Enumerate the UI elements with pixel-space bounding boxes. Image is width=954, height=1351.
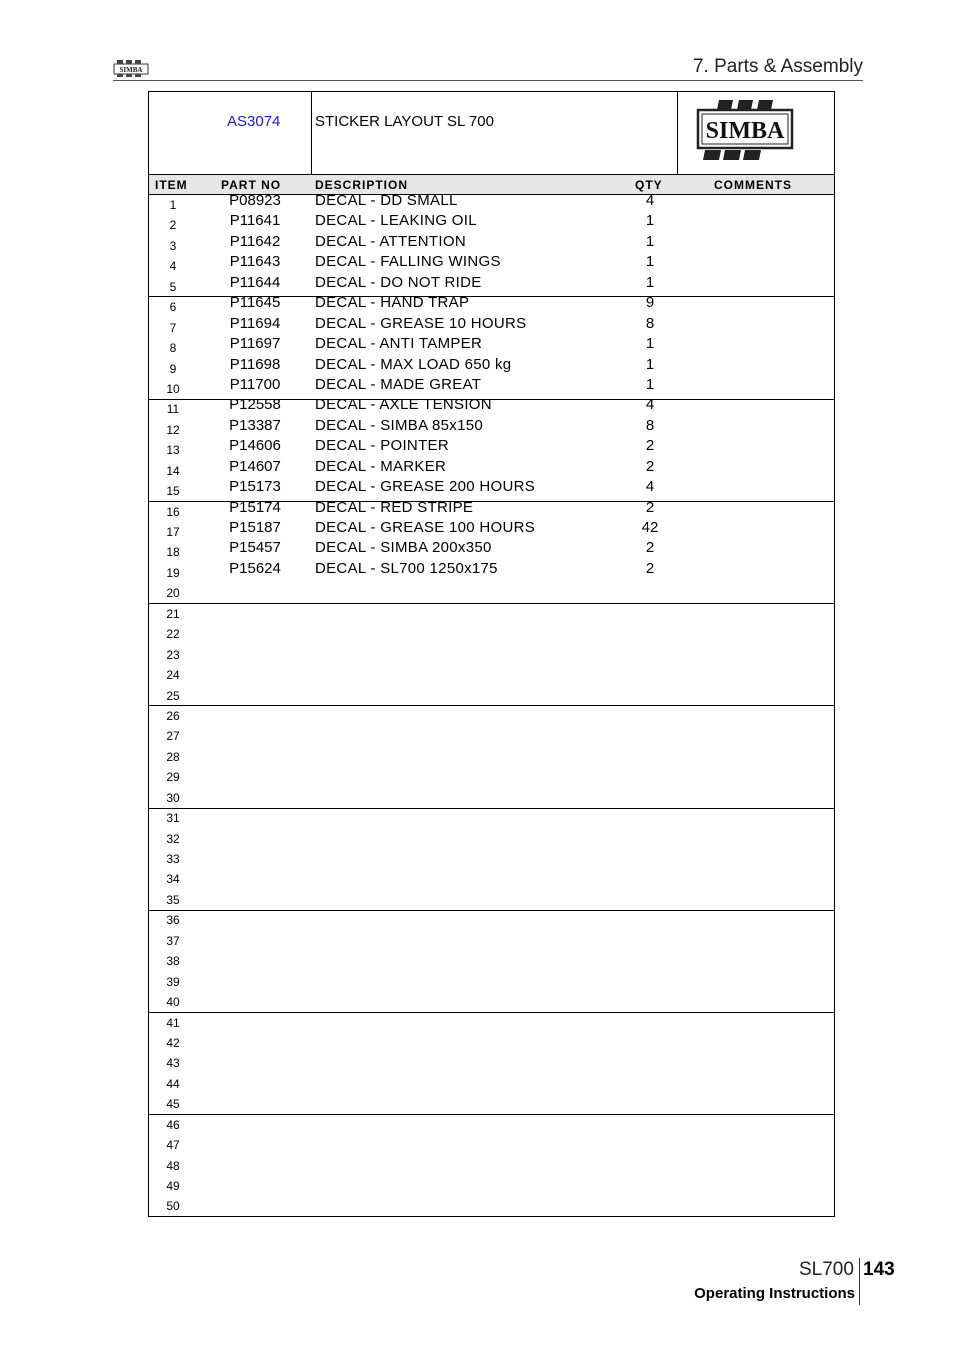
part-description: DECAL - RED STRIPE	[315, 498, 474, 516]
table-row	[149, 457, 834, 480]
table-row	[149, 337, 834, 357]
item-number: 27	[166, 729, 180, 744]
item-number: 21	[166, 606, 180, 621]
parts-sheet	[148, 91, 835, 1217]
item-number: 12	[166, 422, 180, 437]
part-number[interactable]: P11644	[229, 273, 281, 291]
part-description: DECAL - POINTER	[315, 437, 449, 455]
page-number: 143	[863, 1259, 895, 1280]
item-number: 6	[169, 300, 177, 315]
part-description: DECAL - GREASE 200 HOURS	[315, 478, 536, 496]
table-row	[149, 521, 834, 541]
table-row	[149, 194, 834, 214]
item-number: 31	[166, 811, 180, 826]
table-row	[149, 1073, 834, 1093]
assembly-part-number[interactable]: AS3074	[227, 113, 281, 130]
item-number: 37	[166, 933, 180, 948]
table-row	[149, 1175, 834, 1195]
part-number[interactable]: P11698	[229, 355, 281, 373]
part-description: DECAL - SL700 1250x175	[315, 559, 498, 577]
part-number[interactable]: P15624	[229, 559, 281, 577]
table-row	[149, 1155, 834, 1175]
table-row	[149, 1134, 834, 1154]
part-number[interactable]: P15173	[229, 478, 281, 496]
part-number[interactable]: P11694	[229, 314, 281, 332]
table-row	[149, 766, 834, 786]
item-number: 42	[166, 1035, 180, 1050]
footer-model: SL700	[799, 1259, 854, 1280]
item-number: 7	[169, 320, 177, 335]
item-number: 19	[166, 565, 180, 580]
table-row	[149, 214, 834, 234]
header-rule	[113, 80, 863, 81]
part-number[interactable]: P11700	[229, 375, 281, 393]
table-row	[149, 705, 834, 725]
col-part-no: PART NO	[221, 178, 282, 192]
part-number[interactable]: P11645	[229, 294, 281, 312]
quantity: 2	[645, 498, 655, 516]
item-number: 11	[166, 402, 180, 417]
table-row	[149, 255, 834, 275]
item-number: 41	[166, 1015, 180, 1030]
item-number: 49	[166, 1179, 180, 1193]
item-number: 39	[166, 974, 180, 989]
simba-logo	[695, 98, 795, 162]
quantity: 1	[645, 212, 655, 230]
table-row	[149, 787, 834, 807]
table-row	[149, 1032, 834, 1052]
table-row	[149, 559, 834, 582]
item-number: 15	[166, 484, 180, 499]
col-comments: COMMENTS	[714, 178, 792, 192]
item-number: 22	[166, 627, 180, 642]
table-row	[149, 848, 834, 868]
sheet-title-row	[149, 92, 834, 174]
col-item: ITEM	[155, 178, 188, 192]
item-number: 9	[169, 361, 177, 376]
item-number: 4	[169, 259, 177, 274]
item-number: 3	[169, 238, 177, 253]
quantity: 2	[645, 457, 655, 475]
item-number: 34	[166, 872, 180, 887]
table-row	[149, 807, 834, 827]
part-description: DECAL - MAX LOAD 650 kg	[315, 355, 512, 373]
part-number[interactable]: P15187	[229, 519, 281, 536]
part-description: DECAL - MADE GREAT	[315, 375, 482, 393]
item-number: 25	[166, 688, 180, 703]
table-row	[149, 1195, 834, 1215]
col-qty: QTY	[635, 178, 663, 192]
table-row	[149, 1012, 834, 1032]
item-number: 10	[166, 381, 180, 396]
item-number: 30	[166, 790, 180, 805]
part-number[interactable]: P11642	[229, 232, 281, 250]
part-number[interactable]: P11697	[229, 335, 281, 353]
part-description: DECAL - SIMBA 200x350	[315, 539, 492, 557]
table-row	[149, 582, 834, 602]
part-description: DECAL - DD SMALL	[315, 192, 458, 209]
table-row	[149, 398, 834, 418]
table-row	[149, 828, 834, 848]
table-row	[149, 685, 834, 705]
quantity: 1	[645, 273, 655, 291]
item-number: 50	[166, 1199, 180, 1214]
assembly-title: STICKER LAYOUT SL 700	[315, 113, 494, 130]
item-number: 36	[166, 913, 180, 928]
item-number: 32	[166, 831, 180, 846]
quantity: 8	[645, 314, 655, 332]
table-row	[149, 930, 834, 950]
quantity: 4	[645, 478, 655, 496]
quantity: 1	[645, 232, 655, 250]
item-number: 1	[169, 198, 177, 212]
item-number: 44	[166, 1076, 180, 1091]
item-number: 40	[166, 995, 180, 1010]
table-row	[149, 889, 834, 909]
part-description: DECAL - DO NOT RIDE	[315, 273, 482, 291]
item-number: 29	[166, 770, 180, 785]
svg-text:SIMBA: SIMBA	[119, 66, 143, 74]
item-number: 16	[166, 504, 180, 519]
table-row	[149, 664, 834, 684]
table-row	[149, 1114, 834, 1134]
part-description: DECAL - GREASE 100 HOURS	[315, 519, 536, 536]
item-number: 48	[166, 1158, 180, 1173]
item-number: 47	[166, 1138, 180, 1153]
quantity: 4	[645, 192, 655, 209]
quantity: 2	[645, 559, 655, 577]
footer-divider	[859, 1258, 860, 1305]
table-row	[149, 868, 834, 888]
item-number: 23	[166, 647, 180, 662]
table-row	[149, 991, 834, 1011]
item-number: 33	[166, 852, 180, 866]
table-row	[149, 950, 834, 970]
part-description: DECAL - LEAKING OIL	[315, 212, 477, 230]
quantity: 1	[645, 253, 655, 271]
table-row	[149, 480, 834, 500]
part-description: DECAL - FALLING WINGS	[315, 253, 501, 271]
part-number[interactable]: P13387	[229, 416, 281, 434]
item-number: 38	[166, 954, 180, 969]
item-number: 43	[166, 1056, 180, 1071]
section-title: 7. Parts & Assembly	[692, 56, 863, 77]
item-number: 28	[166, 749, 180, 764]
table-row	[149, 603, 834, 623]
part-description: DECAL - SIMBA 85x150	[315, 416, 484, 434]
table-row	[149, 971, 834, 991]
part-number[interactable]: P15457	[229, 539, 281, 557]
item-number: 24	[166, 668, 180, 683]
table-row	[149, 296, 834, 316]
table-row	[149, 541, 834, 561]
item-number: 5	[169, 279, 177, 294]
table-row	[149, 375, 834, 398]
table-row	[149, 314, 834, 337]
table-row	[149, 746, 834, 766]
item-number: 8	[169, 341, 177, 356]
footer-subtitle: Operating Instructions	[694, 1285, 855, 1302]
simba-logo-small	[113, 60, 149, 78]
col-description: DESCRIPTION	[315, 178, 409, 192]
table-row	[149, 273, 834, 296]
table-row	[149, 439, 834, 459]
table-row	[149, 498, 834, 521]
quantity: 2	[645, 539, 655, 557]
table-row	[149, 1093, 834, 1113]
quantity: 2	[645, 437, 655, 455]
part-number[interactable]: P08923	[229, 192, 281, 209]
quantity: 4	[645, 396, 655, 414]
item-number: 20	[166, 586, 180, 601]
table-row	[149, 623, 834, 643]
quantity: 1	[645, 355, 655, 373]
item-number: 14	[166, 463, 180, 478]
quantity: 42	[641, 519, 659, 536]
item-number: 45	[166, 1097, 180, 1112]
table-row	[149, 644, 834, 664]
part-description: DECAL - ATTENTION	[315, 232, 466, 250]
quantity: 9	[645, 294, 655, 312]
svg-text:SIMBA: SIMBA	[705, 118, 785, 144]
table-row	[149, 1052, 834, 1072]
part-number[interactable]: P11641	[229, 212, 281, 230]
part-description: DECAL - AXLE TENSION	[315, 396, 492, 414]
table-row	[149, 725, 834, 745]
item-number: 17	[166, 525, 180, 539]
quantity: 1	[645, 375, 655, 393]
item-number: 46	[166, 1117, 180, 1132]
table-row	[149, 416, 834, 439]
parts-rows	[149, 194, 834, 1216]
part-description: DECAL - HAND TRAP	[315, 294, 470, 312]
item-number: 35	[166, 892, 180, 907]
part-number[interactable]: P12558	[229, 396, 281, 414]
item-number: 26	[166, 708, 180, 723]
part-description: DECAL - ANTI TAMPER	[315, 335, 483, 353]
quantity: 1	[645, 335, 655, 353]
part-description: DECAL - MARKER	[315, 457, 447, 475]
quantity: 8	[645, 416, 655, 434]
part-number[interactable]: P11643	[229, 253, 281, 271]
part-number[interactable]: P15174	[229, 498, 281, 516]
item-number: 2	[169, 218, 177, 233]
part-number[interactable]: P14607	[229, 457, 281, 475]
table-row	[149, 355, 834, 378]
item-number: 18	[166, 545, 180, 560]
part-description: DECAL - GREASE 10 HOURS	[315, 314, 527, 332]
part-number[interactable]: P14606	[229, 437, 281, 455]
table-row	[149, 909, 834, 929]
item-number: 13	[166, 443, 180, 458]
table-row	[149, 232, 834, 255]
